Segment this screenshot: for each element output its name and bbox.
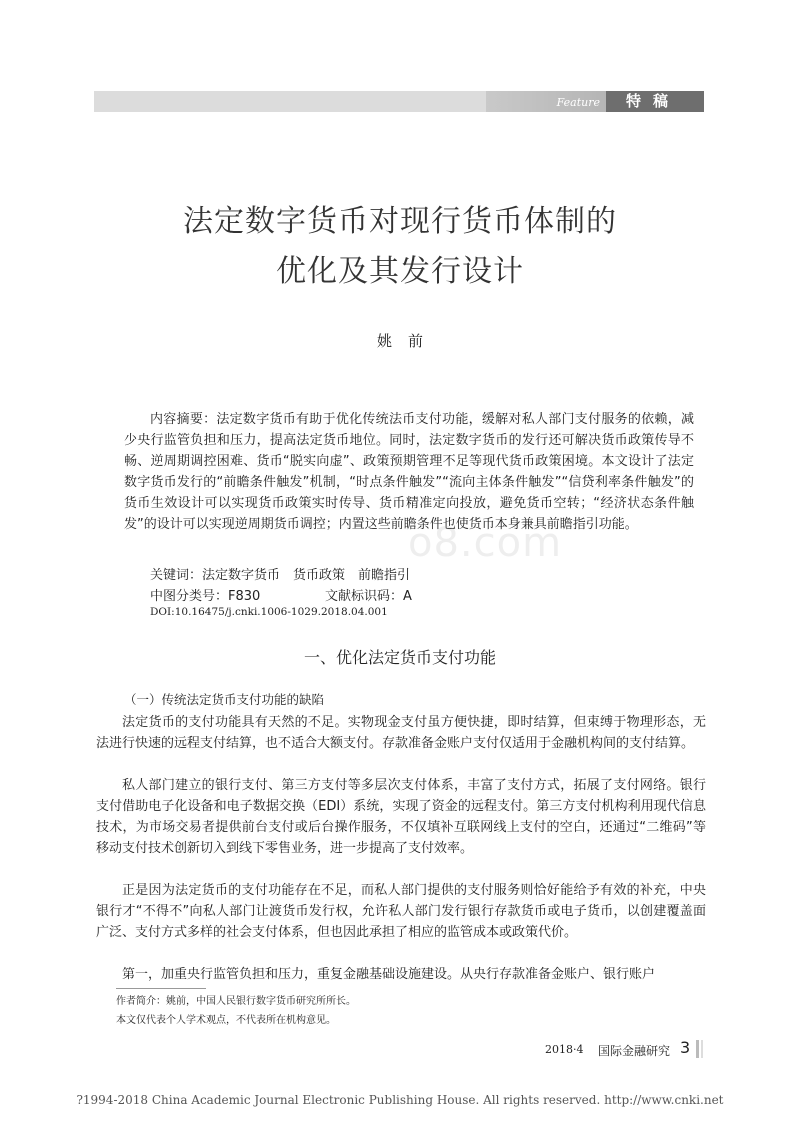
footnote-author-bio: 作者简介：姚前，中国人民银行数字货币研究所所长。 — [116, 996, 356, 1007]
section-heading: 一、优化法定货币支付功能 — [303, 648, 496, 667]
footer-issue: 2018·4 — [545, 1043, 584, 1056]
article-title-line-2: 优化及其发行设计 — [276, 254, 524, 289]
footer-journal-name: 国际金融研究 — [598, 1044, 671, 1058]
footer-bar — [696, 1040, 699, 1058]
header-bar — [94, 91, 486, 112]
author-name: 姚前 — [376, 332, 439, 350]
body-paragraph: 第一，加重央行监管负担和压力，重复金融基础设施建设。从央行存款准备金账户、银行账户 — [122, 967, 656, 982]
document-code: 文献标识码：A — [325, 589, 412, 604]
header-column-tag: 特稿 — [606, 91, 704, 112]
header-feature-label: Feature — [556, 96, 600, 109]
footnote-disclaimer: 本文仅代表个人学术观点，不代表所在机构意见。 — [116, 1015, 336, 1026]
footer-bar — [701, 1040, 703, 1058]
article-title-line-1: 法定数字货币对现行货币体制的 — [183, 204, 617, 239]
subsection-heading: （一）传统法定货币支付功能的缺陷 — [124, 692, 325, 707]
doi: DOI:10.16475/j.cnki.1006-1029.2018.04.001 — [150, 606, 388, 618]
body-paragraph: 私人部门建立的银行支付、第三方支付等多层次支付体系，丰富了支付方式，拓展了支付网络。银行支付借助电子化设备和电子数据交换（EDI）系统，实现了资金的远程支付。第三方支付机构利用现代信息技术，为市场交易者提供前台支付或后台操作服务，不仅填补互联网线上支付的空白，还通过“二维码”等移动支付技术创新切入到线下零售业务，进一步提高了支付效率。 — [96, 778, 706, 856]
watermark: o8.com — [408, 520, 563, 566]
body-paragraph: 正是因为法定货币的支付功能存在不足，而私人部门提供的支付服务则恰好能给予有效的补充，中央银行才“不得不”向私人部门让渡货币发行权，允许私人部门发行银行存款货币或电子货币，以创建覆盖面广泛、支付方式多样的社会支付体系，但也因此承担了相应的监管成本或政策代价。 — [96, 883, 706, 940]
copyright-line: ?1994-2018 China Academic Journal Electronic Publishing House. All rights reserved. http://www.cnki.net — [76, 1093, 724, 1107]
footnote-divider — [116, 988, 206, 989]
abstract-text: 内容摘要：法定数字货币有助于优化传统法币支付功能，缓解对私人部门支付服务的依赖，减少央行监管负担和压力，提高法定货币地位。同时，法定数字货币的发行还可解决货币政策传导不畅、逆周期调控困难、货币“脱实向虚”、政策预期管理不足等现代货币政策困境。本文设计了法定数字货币发行的“前瞻条件触发”机制，“时点条件触发”“流向主体条件触发”“信贷利率条件触发”的货币生效设计可以实现货币政策实时传导、货币精准定向投放，避免货币空转；“经济状态条件触发”的设计可以实现逆周期货币调控；内置这些前瞻条件也使货币本身兼具前瞻指引功能。 — [124, 412, 694, 532]
keywords: 关键词：法定数字货币 货币政策 前瞻指引 — [150, 568, 411, 583]
body-paragraph: 法定货币的支付功能具有天然的不足。实物现金支付虽方便快捷，即时结算，但束缚于物理形态，无法进行快速的远程支付结算，也不适合大额支付。存款准备金账户支付仅适用于金融机构间的支付结算。 — [96, 715, 706, 751]
page-number: 3 — [680, 1038, 691, 1057]
classification-number: 中图分类号：F830 — [150, 589, 261, 604]
